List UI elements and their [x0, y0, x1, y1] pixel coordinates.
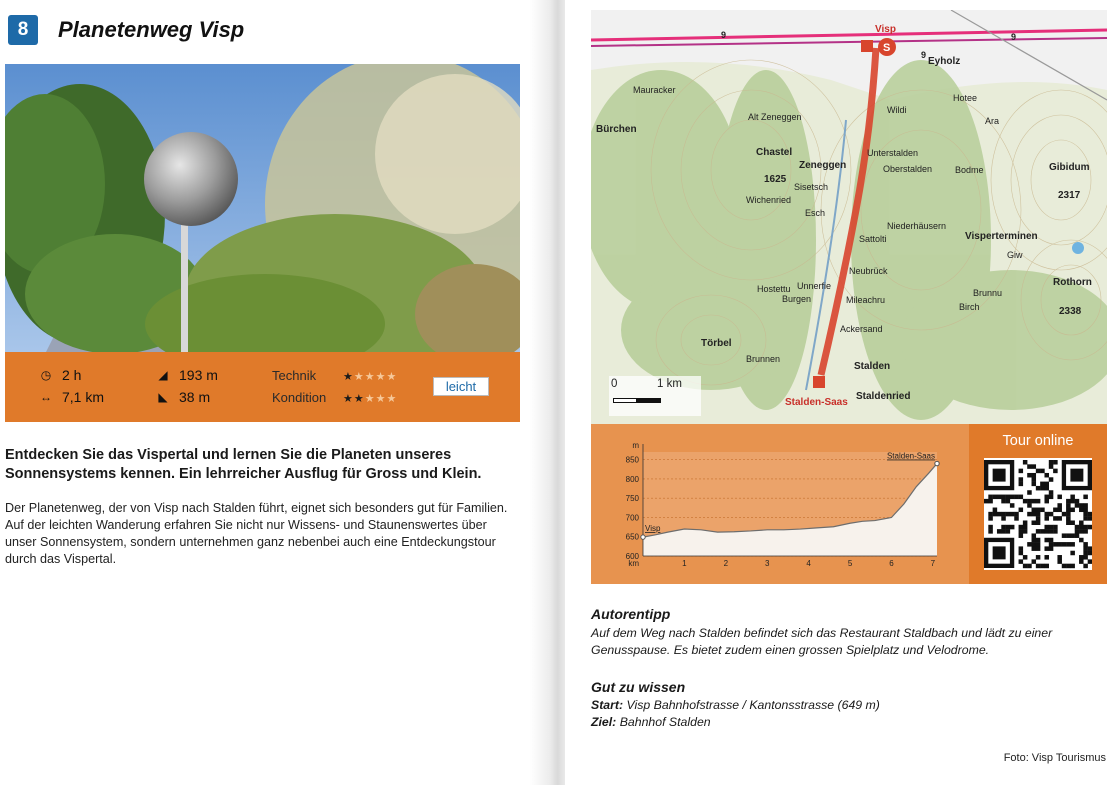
- map-label: Stalden-Saas: [785, 397, 848, 408]
- qr-module: [1044, 482, 1049, 487]
- ascent-icon: ◢: [158, 368, 168, 382]
- map-label: Bodme: [955, 165, 984, 175]
- qr-module: [1006, 512, 1011, 517]
- map-label: Mauracker: [633, 85, 676, 95]
- y-tick-label: 850: [625, 455, 639, 465]
- qr-module: [1027, 464, 1032, 469]
- star-empty-icon: ★: [364, 393, 376, 405]
- qr-module: [1079, 525, 1084, 530]
- qr-module: [1032, 542, 1037, 547]
- descent-value: 38 m: [179, 389, 211, 405]
- qr-module: [1036, 469, 1041, 474]
- qr-module: [993, 512, 998, 517]
- ziel-line: [591, 714, 1110, 731]
- qr-module: [1032, 508, 1037, 513]
- tour-title: Planetenweg Visp: [58, 17, 245, 42]
- qr-module: [1083, 529, 1088, 534]
- difficulty-badge: leicht: [433, 377, 489, 396]
- scale-zero: 0: [611, 378, 618, 390]
- qr-module: [1027, 473, 1032, 478]
- planet-sculpture-photo: [5, 64, 520, 354]
- lead-paragraph: Entdecken Sie das Vispertal und lernen Sie die Planeten unseres Sonnensystems kennen. Ein lehrreicher Ausflug für Gross und Klein.: [5, 447, 482, 482]
- map-label: Niederhäusern: [887, 221, 947, 231]
- qr-module: [1088, 512, 1092, 517]
- x-tick-label: 1: [682, 559, 687, 568]
- qr-module: [1083, 503, 1088, 508]
- tour-number-badge: 8: [8, 15, 38, 45]
- descent-icon: ◣: [158, 390, 168, 404]
- train-station-icon: S: [883, 42, 891, 54]
- qr-module: [1027, 564, 1032, 569]
- clock-icon: ◷: [40, 368, 52, 382]
- elevation-profile-panel: [591, 424, 969, 584]
- qr-module: [1070, 499, 1075, 504]
- qr-module: [1036, 508, 1041, 513]
- map-label: Esch: [805, 208, 826, 218]
- qr-module: [1014, 512, 1019, 517]
- qr-module: [1057, 516, 1062, 521]
- qr-module: [1023, 525, 1028, 530]
- route-map: [591, 10, 1107, 424]
- map-label: Visperterminen: [965, 231, 1038, 242]
- y-tick-label: 650: [625, 532, 639, 542]
- tour-stats-bar: [5, 352, 520, 422]
- qr-module: [1044, 538, 1049, 543]
- qr-module: [1006, 525, 1011, 530]
- qr-module: [1032, 482, 1037, 487]
- qr-module: [1036, 486, 1041, 491]
- qr-module: [1070, 542, 1075, 547]
- qr-module: [1010, 525, 1015, 530]
- qr-module: [1044, 529, 1049, 534]
- qr-module: [988, 525, 993, 530]
- kondition-rating-stars: [343, 392, 397, 405]
- endpoint-marker: [641, 535, 645, 539]
- map-label: Mileachru: [846, 295, 886, 305]
- distance-stat: [38, 389, 104, 405]
- qr-module: [1057, 555, 1062, 560]
- endpoint-annotation: Visp: [645, 524, 661, 534]
- map-label: Bürchen: [596, 124, 637, 135]
- qr-module: [1070, 520, 1075, 525]
- endpoint-annotation: Stalden-Saas: [886, 451, 935, 461]
- qr-module: [1053, 460, 1058, 465]
- qr-module: [1032, 499, 1037, 504]
- map-label: Eyholz: [928, 56, 961, 67]
- qr-module: [984, 499, 989, 504]
- qr-module: [1053, 542, 1058, 547]
- qr-module: [988, 516, 993, 521]
- star-empty-icon: ★: [375, 371, 387, 383]
- qr-module: [1066, 503, 1071, 508]
- road-number-label: 9: [721, 30, 727, 40]
- qr-module: [1019, 477, 1024, 482]
- qr-module: [1049, 464, 1054, 469]
- qr-module: [1049, 495, 1054, 500]
- map-label: Stalden: [854, 361, 891, 372]
- qr-module: [1049, 529, 1054, 534]
- qr-module: [1044, 546, 1049, 551]
- qr-module: [1006, 499, 1011, 504]
- qr-module: [1014, 516, 1019, 521]
- qr-module: [1036, 516, 1041, 521]
- qr-module: [988, 495, 993, 500]
- qr-module: [1010, 495, 1015, 500]
- map-label: 1625: [764, 174, 787, 185]
- qr-module: [1079, 508, 1084, 513]
- qr-module: [1023, 460, 1028, 465]
- map-label: 2317: [1058, 190, 1081, 201]
- qr-module: [1032, 464, 1037, 469]
- ziel-label: Ziel:: [591, 715, 617, 729]
- qr-module: [1083, 495, 1088, 500]
- qr-module: [1044, 555, 1049, 560]
- qr-finder-inner: [1070, 469, 1083, 482]
- qr-module: [1036, 555, 1041, 560]
- map-label: Visp: [875, 24, 896, 35]
- qr-module: [1088, 516, 1092, 521]
- qr-module: [1036, 512, 1041, 517]
- map-label: Unterstalden: [867, 148, 919, 158]
- qr-module: [1001, 516, 1006, 521]
- qr-module: [1044, 516, 1049, 521]
- qr-module: [1075, 503, 1080, 508]
- endpoint-marker: [935, 461, 939, 465]
- qr-module: [1006, 495, 1011, 500]
- qr-module: [1019, 559, 1024, 564]
- star-empty-icon: ★: [353, 371, 365, 383]
- star-empty-icon: ★: [386, 393, 398, 405]
- qr-module: [1062, 542, 1067, 547]
- qr-module: [1070, 564, 1075, 569]
- qr-module: [1049, 542, 1054, 547]
- qr-module: [1070, 508, 1075, 513]
- map-label: Sattolti: [859, 234, 887, 244]
- qr-module: [1019, 469, 1024, 474]
- qr-module: [1057, 503, 1062, 508]
- qr-module: [1019, 551, 1024, 556]
- map-scale-bar: [609, 376, 701, 416]
- qr-module: [1083, 516, 1088, 521]
- qr-module: [1049, 546, 1054, 551]
- qr-module: [1032, 559, 1037, 564]
- qr-module: [1006, 529, 1011, 534]
- qr-module: [1019, 495, 1024, 500]
- y-tick-label: 750: [625, 494, 639, 504]
- qr-finder-inner: [993, 469, 1006, 482]
- map-label: Burgen: [782, 294, 812, 304]
- qr-module: [1040, 564, 1045, 569]
- map-label: Brunnu: [973, 288, 1003, 298]
- qr-module: [997, 495, 1002, 500]
- qr-module: [1079, 555, 1084, 560]
- qr-module: [1083, 525, 1088, 530]
- qr-module: [1062, 564, 1067, 569]
- x-tick-label: 6: [889, 559, 894, 568]
- qr-module: [1023, 499, 1028, 504]
- photo-credit: Foto: Visp Tourismus: [1003, 752, 1106, 764]
- qr-module: [1036, 520, 1041, 525]
- qr-module: [1079, 559, 1084, 564]
- x-tick-label: 4: [806, 559, 811, 568]
- qr-module: [1083, 546, 1088, 551]
- qr-module: [1066, 508, 1071, 513]
- qr-module: [997, 529, 1002, 534]
- qr-module: [1049, 512, 1054, 517]
- qr-module: [1079, 520, 1084, 525]
- map-label: Ara: [985, 116, 1000, 126]
- x-tick-label: 3: [764, 559, 770, 568]
- map-label: 2338: [1059, 306, 1082, 317]
- distance-arrows-icon: ↔: [40, 390, 52, 404]
- qr-module: [1057, 542, 1062, 547]
- qr-module: [1040, 529, 1045, 534]
- qr-module: [1053, 529, 1058, 534]
- qr-module: [1070, 551, 1075, 556]
- qr-module: [1053, 508, 1058, 513]
- technik-label: Technik: [272, 368, 317, 383]
- qr-module: [1036, 564, 1041, 569]
- left-page: [0, 0, 540, 785]
- qr-module: [1027, 542, 1032, 547]
- qr-module: [1049, 525, 1054, 530]
- x-axis-label: km: [628, 559, 639, 568]
- qr-module: [1010, 512, 1015, 517]
- map-label: Ackersand: [840, 324, 883, 334]
- star-empty-icon: ★: [386, 371, 398, 383]
- qr-module: [1057, 495, 1062, 500]
- autorentipp-text: Auf dem Weg nach Stalden befindet sich das Restaurant Staldbach und lädt zu einer Genusspause. Es bietet zudem einen grossen Spielplatz und Velodrome.: [591, 626, 1053, 657]
- map-label: Sisetsch: [794, 182, 829, 192]
- qr-module: [1066, 533, 1071, 538]
- qr-module: [1044, 525, 1049, 530]
- qr-module: [1066, 516, 1071, 521]
- qr-module: [1023, 520, 1028, 525]
- qr-module: [1066, 542, 1071, 547]
- start-value: Visp Bahnhofstrasse / Kantonsstrasse (649 m): [626, 698, 880, 712]
- qr-module: [1079, 529, 1084, 534]
- qr-module: [1066, 499, 1071, 504]
- qr-module: [1083, 508, 1088, 513]
- qr-module: [1088, 546, 1092, 551]
- qr-module: [1088, 551, 1092, 556]
- duration-stat: [38, 367, 81, 383]
- qr-module: [1019, 546, 1024, 551]
- map-label: Zeneggen: [799, 160, 847, 171]
- qr-module: [1036, 542, 1041, 547]
- qr-module: [1036, 499, 1041, 504]
- qr-module: [1044, 564, 1049, 569]
- map-label: Oberstalden: [883, 164, 933, 174]
- technik-rating-stars: [343, 370, 397, 383]
- qr-module: [1066, 564, 1071, 569]
- star-empty-icon: ★: [375, 393, 387, 405]
- qr-module: [1032, 512, 1037, 517]
- tour-online-title: Tour online: [1002, 433, 1074, 449]
- scale-km: 1 km: [657, 378, 682, 390]
- qr-module: [1079, 503, 1084, 508]
- duration-value: 2 h: [62, 367, 82, 383]
- start-line: [591, 697, 1110, 714]
- qr-module: [1070, 533, 1075, 538]
- qr-module: [1040, 508, 1045, 513]
- map-label: Neubrück: [849, 266, 888, 276]
- qr-module: [1023, 529, 1028, 534]
- map-label: Rothorn: [1053, 277, 1092, 288]
- qr-module: [1083, 555, 1088, 560]
- map-label: Wichenried: [746, 195, 792, 205]
- map-label: Brunnen: [746, 354, 781, 364]
- qr-module: [1079, 538, 1084, 543]
- road-number-label: 9: [1011, 32, 1017, 42]
- qr-module: [1001, 525, 1006, 530]
- qr-module: [1032, 546, 1037, 551]
- qr-module: [1044, 495, 1049, 500]
- star-empty-icon: ★: [364, 371, 376, 383]
- qr-module: [1062, 533, 1067, 538]
- qr-finder-inner: [993, 546, 1006, 559]
- map-label: Giw: [1007, 250, 1023, 260]
- qr-module: [997, 512, 1002, 517]
- qr-module: [1032, 533, 1037, 538]
- qr-module: [1027, 512, 1032, 517]
- right-page: [565, 0, 1110, 785]
- map-label: Hostettu: [757, 284, 791, 294]
- qr-module: [1053, 525, 1058, 530]
- qr-module: [1001, 495, 1006, 500]
- map-label: Wildi: [887, 105, 907, 115]
- qr-code[interactable]: [984, 458, 1092, 570]
- qr-module: [1044, 473, 1049, 478]
- body-paragraph: Der Planetenweg, der von Visp nach Stalden führt, eignet sich besonders gut für Familien. Auf der leichten Wanderung erfahren Sie nicht nur Wissens- und Staunenswertes über unser Sonnensystem, sondern unternehmen ganz nebenbei auch eine Entdeckungstour durch das Vispertal.: [5, 501, 508, 566]
- qr-module: [1010, 503, 1015, 508]
- qr-module: [1032, 538, 1037, 543]
- qr-module: [1023, 564, 1028, 569]
- qr-module: [993, 508, 998, 513]
- start-label: Start:: [591, 698, 624, 712]
- qr-module: [1040, 469, 1045, 474]
- y-tick-label: 800: [625, 474, 639, 484]
- map-label: Unnerfie: [797, 281, 832, 291]
- tour-online-panel: [969, 424, 1107, 584]
- qr-module: [1019, 533, 1024, 538]
- qr-module: [1066, 512, 1071, 517]
- qr-module: [1049, 460, 1054, 465]
- qr-module: [1057, 508, 1062, 513]
- qr-module: [1019, 508, 1024, 513]
- qr-module: [1049, 538, 1054, 543]
- qr-module: [1040, 486, 1045, 491]
- qr-module: [1001, 529, 1006, 534]
- qr-module: [1075, 499, 1080, 504]
- qr-module: [1075, 525, 1080, 530]
- qr-module: [993, 495, 998, 500]
- qr-module: [1053, 516, 1058, 521]
- x-tick-label: 7: [930, 559, 936, 568]
- map-label: Birch: [959, 302, 980, 312]
- gut-zu-wissen-heading: Gut zu wissen: [591, 679, 686, 695]
- qr-module: [1044, 512, 1049, 517]
- qr-module: [1049, 477, 1054, 482]
- qr-module: [1027, 490, 1032, 495]
- star-filled-icon: ★: [353, 393, 365, 405]
- qr-module: [1057, 559, 1062, 564]
- y-axis-label: m: [632, 441, 639, 450]
- y-tick-label: 700: [625, 513, 639, 523]
- qr-module: [1083, 564, 1088, 569]
- autorentipp-heading: Autorentipp: [591, 606, 671, 622]
- x-tick-label: 2: [723, 559, 729, 568]
- qr-module: [1032, 477, 1037, 482]
- qr-module: [1027, 503, 1032, 508]
- qr-module: [1019, 525, 1024, 530]
- qr-module: [1053, 469, 1058, 474]
- star-filled-icon: ★: [343, 393, 354, 405]
- ziel-value: Bahnhof Stalden: [619, 715, 711, 729]
- qr-module: [1083, 512, 1088, 517]
- qr-module: [988, 512, 993, 517]
- qr-module: [1083, 542, 1088, 547]
- qr-module: [1032, 473, 1037, 478]
- qr-module: [1062, 512, 1067, 517]
- qr-module: [1014, 495, 1019, 500]
- qr-module: [1049, 490, 1054, 495]
- qr-module: [1070, 495, 1075, 500]
- star-filled-icon: ★: [343, 371, 354, 383]
- qr-module: [1036, 546, 1041, 551]
- qr-module: [988, 529, 993, 534]
- qr-module: [1032, 520, 1037, 525]
- descent-stat: [155, 389, 210, 405]
- tour-header: [8, 14, 244, 46]
- qr-module: [1066, 520, 1071, 525]
- qr-module: [1044, 499, 1049, 504]
- kondition-label: Kondition: [272, 390, 327, 405]
- qr-module: [1088, 525, 1092, 530]
- qr-module: [1027, 499, 1032, 504]
- qr-module: [1083, 551, 1088, 556]
- qr-module: [1019, 529, 1024, 534]
- elevation-profile-chart: [601, 430, 951, 580]
- road-number-label: 9: [921, 50, 927, 60]
- qr-module: [1075, 529, 1080, 534]
- qr-module: [1088, 559, 1092, 564]
- map-label: Hotee: [953, 93, 978, 103]
- map-label: Törbel: [701, 338, 732, 349]
- map-label: Gibidum: [1049, 162, 1090, 173]
- map-label: Staldenried: [856, 391, 911, 402]
- qr-module: [988, 499, 993, 504]
- y-tick-label: 600: [625, 552, 639, 561]
- qr-module: [1075, 533, 1080, 538]
- x-tick-label: 5: [847, 559, 853, 568]
- qr-module: [1001, 499, 1006, 504]
- ascent-value: 193 m: [179, 367, 218, 383]
- map-label: Chastel: [756, 147, 793, 158]
- qr-module: [1001, 512, 1006, 517]
- qr-module: [1023, 555, 1028, 560]
- map-label: Alt Zeneggen: [748, 112, 802, 122]
- distance-value: 7,1 km: [62, 389, 105, 405]
- qr-module: [1019, 482, 1024, 487]
- qr-module: [1040, 482, 1045, 487]
- qr-module: [1036, 529, 1041, 534]
- qr-module: [1036, 538, 1041, 543]
- ascent-stat: [155, 367, 218, 383]
- qr-module: [1044, 486, 1049, 491]
